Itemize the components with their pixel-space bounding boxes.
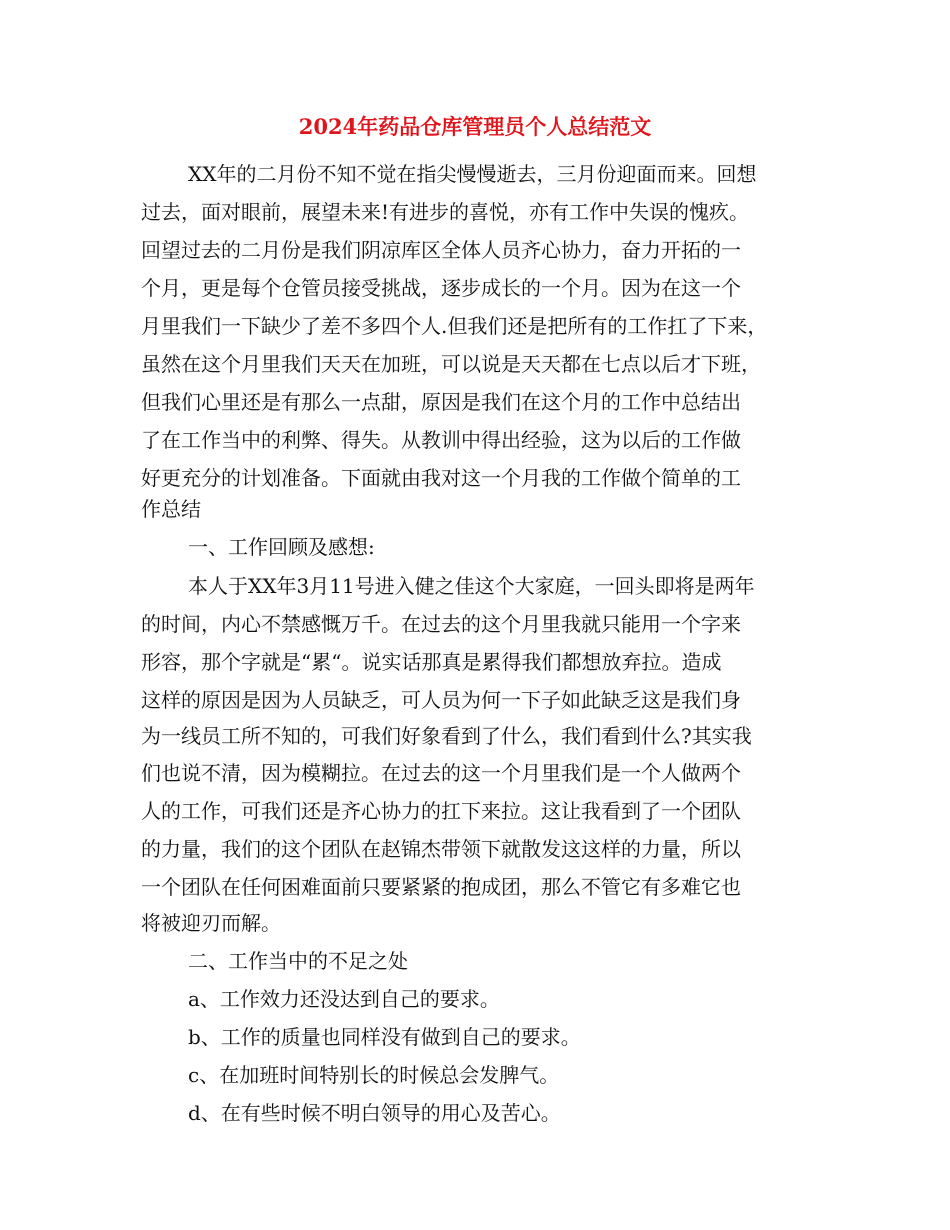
paragraph-line: 形容，那个字就是“累“。说实话那真是累得我们都想放弃拉。造成 xyxy=(141,650,722,674)
list-item: a、工作效力还没达到自己的要求。 xyxy=(188,987,500,1011)
document-title: 2024年药品仓库管理员个人总结范文 xyxy=(298,114,652,139)
section-heading: 二、工作当中的不足之处 xyxy=(188,949,408,973)
paragraph-line: 一个团队在任何困难面前只要紧紧的抱成团，那么不管它有多难它也 xyxy=(141,875,741,899)
paragraph-line: 月里我们一下缺少了差不多四个人.但我们还是把所有的工作扛了下来， xyxy=(141,314,768,338)
paragraph-line: 们也说不清，因为模糊拉。在过去的这一个月里我们是一个人做两个 xyxy=(141,761,741,785)
paragraph-line: XX年的二月份不知不觉在指尖慢慢逝去，三月份迎面而来。回想 xyxy=(188,162,757,186)
paragraph-line: 过去，面对眼前，展望未来!有进步的喜悦，亦有工作中失误的愧疚。 xyxy=(141,200,750,224)
paragraph-line: 将被迎刃而解。 xyxy=(141,911,281,935)
paragraph-line: 作总结 xyxy=(141,497,201,521)
section-heading: 一、工作回顾及感想: xyxy=(188,535,375,559)
list-item: b、工作的质量也同样没有做到自己的要求。 xyxy=(188,1025,581,1049)
list-item: d、在有些时候不明白领导的用心及苦心。 xyxy=(188,1101,561,1125)
paragraph-line: 的时间，内心不禁感慨万千。在过去的这个月里我就只能用一个字来 xyxy=(141,612,741,636)
paragraph-line: 为一线员工所不知的，可我们好象看到了什么，我们看到什么?其实我 xyxy=(141,724,752,748)
paragraph-line: 个月，更是每个仓管员接受挑战，逐步成长的一个月。因为在这一个 xyxy=(141,276,741,300)
paragraph-line: 好更充分的计划准备。下面就由我对这一个月我的工作做个简单的工 xyxy=(141,466,741,490)
paragraph-line: 本人于XX年3月11号进入健之佳这个大家庭，一回头即将是两年 xyxy=(188,574,755,598)
paragraph-line: 人的工作，可我们还是齐心协力的扛下来拉。这让我看到了一个团队 xyxy=(141,799,741,823)
paragraph-line: 回望过去的二月份是我们阴凉库区全体人员齐心协力，奋力开拓的一 xyxy=(141,238,741,262)
paragraph-line: 这样的原因是因为人员缺乏，可人员为何一下子如此缺乏这是我们身 xyxy=(141,688,741,712)
paragraph-line: 了在工作当中的利弊、得失。从教训中得出经验，这为以后的工作做 xyxy=(141,428,741,452)
paragraph-line: 虽然在这个月里我们天天在加班，可以说是天天都在七点以后才下班， xyxy=(141,352,761,376)
list-item: c、在加班时间特别长的时候总会发脾气。 xyxy=(188,1063,560,1087)
paragraph-line: 的力量，我们的这个团队在赵锦杰带领下就散发这这样的力量，所以 xyxy=(141,837,741,861)
paragraph-line: 但我们心里还是有那么一点甜，原因是我们在这个月的工作中总结出 xyxy=(141,390,741,414)
